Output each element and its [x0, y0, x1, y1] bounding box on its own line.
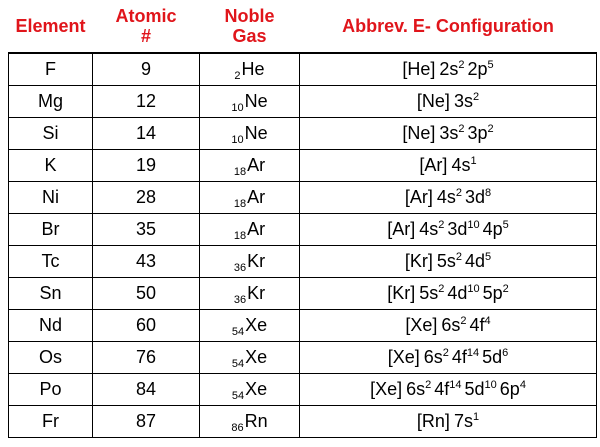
table-row: [9, 246, 597, 278]
atomic-number-cell: 19: [93, 150, 200, 182]
orbital: 6s: [423, 347, 443, 367]
noble-gas-atomic-number: 18: [233, 166, 247, 178]
electron-configuration-table: [8, 0, 597, 438]
noble-gas-symbol: He: [241, 59, 265, 79]
noble-gas-atomic-number: 10: [231, 134, 244, 146]
table-row: [9, 214, 597, 246]
orbital: 2p: [467, 59, 488, 79]
electron-count: 2: [472, 91, 480, 103]
noble-gas-symbol: Xe: [245, 315, 268, 335]
electron-count: 2: [455, 187, 462, 199]
noble-gas-atomic-number: 36: [233, 262, 247, 274]
electron-count: 1: [470, 155, 477, 167]
noble-gas-atomic-number: 18: [233, 230, 247, 242]
atomic-number-cell: 28: [93, 182, 200, 214]
atomic-number-cell: 12: [93, 86, 200, 118]
table-header: [9, 0, 597, 53]
atomic-number-cell: 14: [93, 118, 200, 150]
table-row: [9, 53, 597, 86]
configuration-cell: [300, 406, 597, 438]
orbital: 3s: [439, 123, 459, 143]
noble-gas-atomic-number: 54: [231, 390, 245, 402]
table-row: [9, 406, 597, 438]
configuration-cell: [300, 118, 597, 150]
header-element-label: Element: [15, 16, 86, 36]
atomic-number-cell: 9: [93, 53, 200, 86]
noble-gas-atomic-number: 54: [231, 358, 245, 370]
table-row: [9, 278, 597, 310]
configuration-cell: [300, 374, 597, 406]
noble-gas-cell: [200, 246, 300, 278]
electron-count: 10: [467, 219, 480, 231]
element-cell: Mg: [9, 86, 93, 118]
header-noble-line1: Noble: [224, 6, 275, 26]
noble-gas-symbol: Ar: [247, 187, 266, 207]
electron-count: 4: [519, 379, 526, 391]
configuration-cell: [300, 182, 597, 214]
table-row: [9, 86, 597, 118]
electron-count: 2: [425, 379, 432, 391]
noble-gas-cell: [200, 310, 300, 342]
core-notation: [Ar]: [387, 219, 416, 239]
electron-count: 2: [455, 251, 462, 263]
core-notation: [Ar]: [419, 155, 448, 175]
core-notation: [Ar]: [404, 187, 433, 207]
noble-gas-cell: [200, 278, 300, 310]
electron-count: 14: [466, 347, 480, 359]
configuration-cell: [300, 246, 597, 278]
orbital: 4f: [469, 315, 485, 335]
header-row: [9, 0, 597, 53]
noble-gas-cell: [200, 86, 300, 118]
element-cell: Si: [9, 118, 93, 150]
core-notation: [Ne]: [416, 91, 450, 111]
header-noble-line2: Gas: [232, 26, 267, 46]
core-notation: [Xe]: [405, 315, 438, 335]
orbital: 6s: [441, 315, 461, 335]
header-atomic-line2: #: [140, 26, 151, 46]
core-notation: [Kr]: [387, 283, 416, 303]
noble-gas-symbol: Ne: [244, 123, 268, 143]
table-row: [9, 182, 597, 214]
noble-gas-cell: [200, 150, 300, 182]
noble-gas-atomic-number: 86: [231, 422, 244, 434]
configuration-cell: [300, 53, 597, 86]
atomic-number-cell: 35: [93, 214, 200, 246]
orbital: 6p: [499, 379, 520, 399]
noble-gas-symbol: Ne: [244, 91, 268, 111]
header-element: [9, 0, 93, 53]
header-noble-gas: [200, 0, 300, 53]
orbital: 3d: [447, 219, 468, 239]
noble-gas-atomic-number: 18: [233, 198, 247, 210]
atomic-number-cell: 60: [93, 310, 200, 342]
orbital: 4s: [419, 219, 439, 239]
configuration-cell: [300, 310, 597, 342]
configuration-cell: [300, 150, 597, 182]
noble-gas-symbol: Xe: [245, 379, 268, 399]
element-cell: Br: [9, 214, 93, 246]
noble-gas-symbol: Ar: [247, 155, 266, 175]
header-configuration: [300, 0, 597, 53]
electron-count: 10: [467, 283, 480, 295]
table-row: [9, 118, 597, 150]
orbital: 2s: [439, 59, 459, 79]
orbital: 4f: [451, 347, 467, 367]
element-cell: Sn: [9, 278, 93, 310]
noble-gas-cell: [200, 214, 300, 246]
orbital: 4f: [434, 379, 450, 399]
noble-gas-atomic-number: 36: [233, 294, 247, 306]
configuration-cell: [300, 342, 597, 374]
electron-count: 5: [485, 251, 492, 263]
element-cell: K: [9, 150, 93, 182]
orbital: 6s: [406, 379, 426, 399]
table-row: [9, 374, 597, 406]
electron-count: 2: [438, 283, 445, 295]
core-notation: [He]: [402, 59, 436, 79]
noble-gas-symbol: Xe: [245, 347, 268, 367]
orbital: 4s: [436, 187, 456, 207]
noble-gas-atomic-number: 54: [231, 326, 245, 338]
noble-gas-cell: [200, 53, 300, 86]
noble-gas-cell: [200, 118, 300, 150]
electron-count: 6: [502, 347, 509, 359]
core-notation: [Xe]: [387, 347, 420, 367]
orbital: 3d: [465, 187, 486, 207]
orbital: 4d: [447, 283, 468, 303]
orbital: 4s: [451, 155, 471, 175]
electron-count: 2: [460, 315, 467, 327]
orbital: 4p: [482, 219, 503, 239]
electron-count: 2: [442, 347, 449, 359]
electron-count: 4: [484, 315, 491, 327]
noble-gas-symbol: Kr: [247, 251, 266, 271]
orbital: 3p: [467, 123, 488, 143]
core-notation: [Ne]: [402, 123, 436, 143]
noble-gas-cell: [200, 374, 300, 406]
electron-count: 1: [472, 411, 480, 423]
orbital: 5s: [419, 283, 439, 303]
noble-gas-symbol: Rn: [244, 411, 268, 431]
noble-gas-symbol: Ar: [247, 219, 266, 239]
core-notation: [Xe]: [370, 379, 403, 399]
element-cell: Po: [9, 374, 93, 406]
atomic-number-cell: 87: [93, 406, 200, 438]
electron-count: 2: [502, 283, 509, 295]
atomic-number-cell: 76: [93, 342, 200, 374]
electron-count: 5: [487, 59, 494, 71]
table-body: [9, 53, 597, 438]
electron-count: 2: [438, 219, 445, 231]
electron-count: 14: [449, 379, 462, 391]
atomic-number-cell: 84: [93, 374, 200, 406]
orbital: 4d: [465, 251, 486, 271]
atomic-number-cell: 50: [93, 278, 200, 310]
electron-count: 10: [484, 379, 497, 391]
table-row: [9, 150, 597, 182]
orbital: 5d: [482, 347, 503, 367]
atomic-number-cell: 43: [93, 246, 200, 278]
electron-count: 8: [485, 187, 492, 199]
orbital: 5s: [436, 251, 456, 271]
table-row: [9, 310, 597, 342]
element-cell: Fr: [9, 406, 93, 438]
element-cell: F: [9, 53, 93, 86]
noble-gas-atomic-number: 10: [231, 102, 244, 114]
header-atomic-number: [93, 0, 200, 53]
header-configuration-label: Abbrev. E- Configuration: [342, 16, 554, 36]
element-cell: Tc: [9, 246, 93, 278]
configuration-cell: [300, 214, 597, 246]
table-row: [9, 342, 597, 374]
noble-gas-atomic-number: 2: [234, 70, 241, 82]
orbital: 5d: [464, 379, 485, 399]
orbital: 7s: [453, 411, 473, 431]
header-atomic-line1: Atomic: [115, 6, 177, 26]
core-notation: [Rn]: [416, 411, 450, 431]
orbital: 3s: [453, 91, 473, 111]
configuration-cell: [300, 278, 597, 310]
noble-gas-cell: [200, 406, 300, 438]
configuration-cell: [300, 86, 597, 118]
electron-count: 5: [502, 219, 509, 231]
core-notation: [Kr]: [404, 251, 433, 271]
element-cell: Nd: [9, 310, 93, 342]
noble-gas-symbol: Kr: [247, 283, 266, 303]
electron-count: 2: [458, 59, 465, 71]
orbital: 5p: [482, 283, 503, 303]
electron-count: 2: [487, 123, 494, 135]
electron-count: 2: [458, 123, 465, 135]
noble-gas-cell: [200, 182, 300, 214]
element-cell: Os: [9, 342, 93, 374]
element-cell: Ni: [9, 182, 93, 214]
noble-gas-cell: [200, 342, 300, 374]
